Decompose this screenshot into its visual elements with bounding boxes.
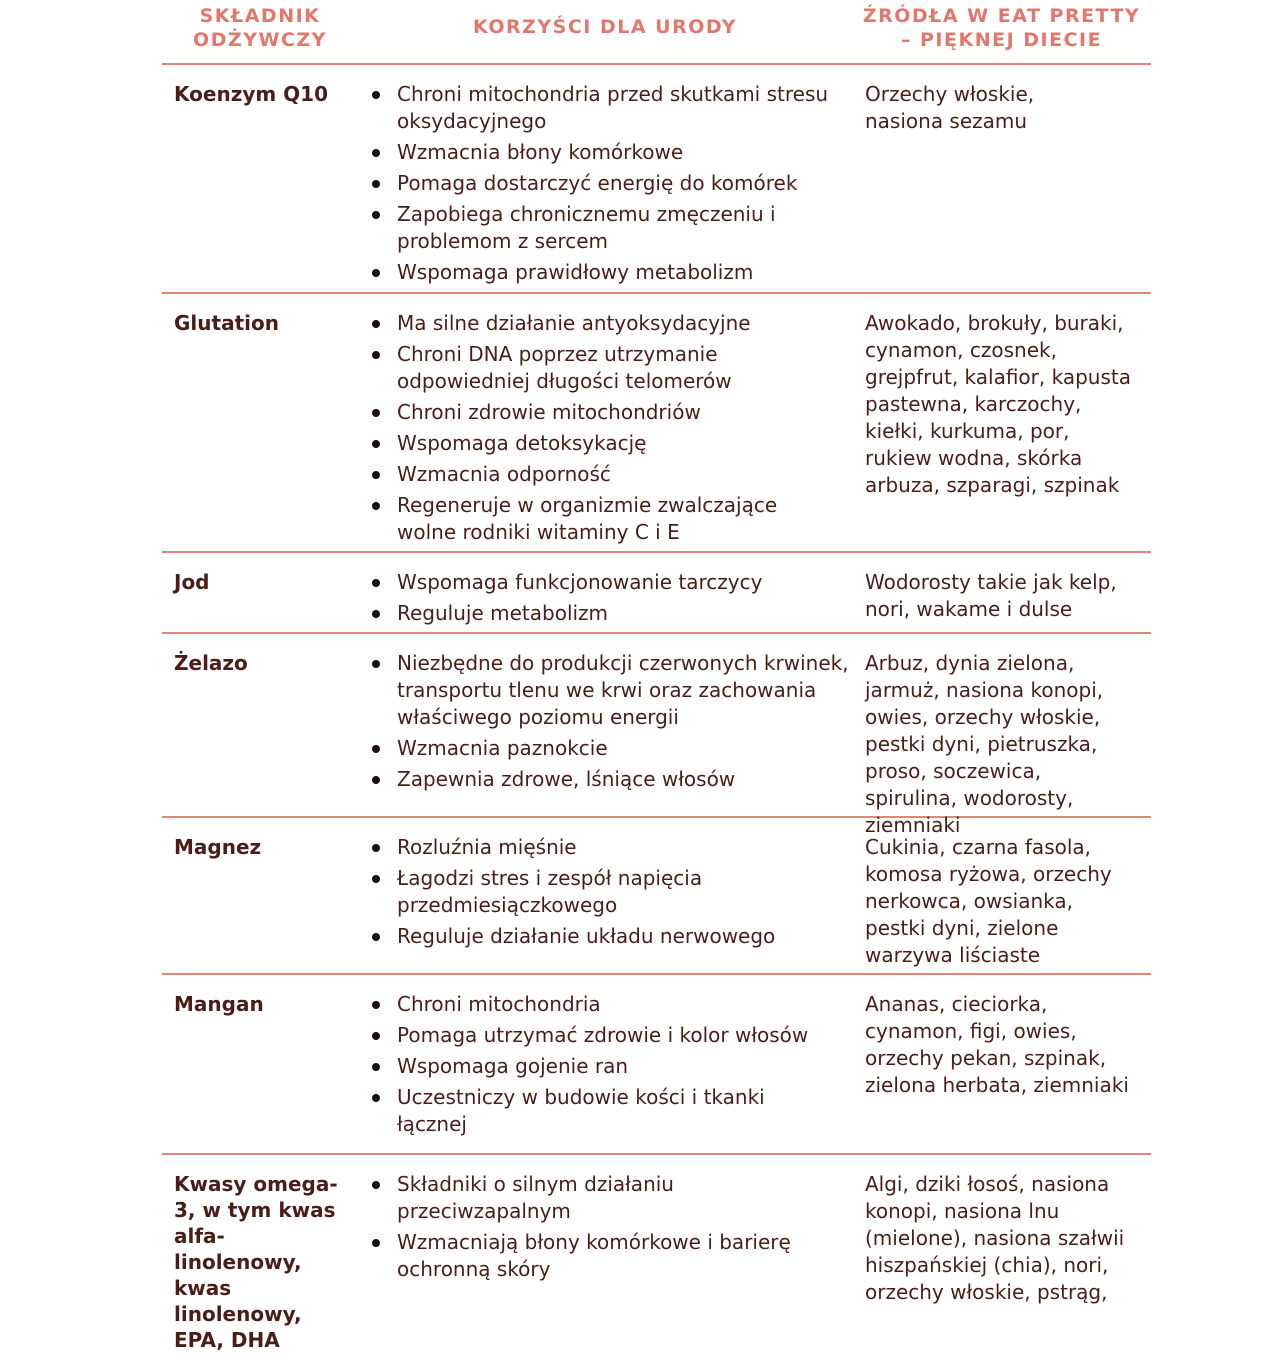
benefit-item: Pomaga dostarczyć energię do komórek	[362, 170, 853, 197]
sources-text: Ananas, cieciorka, cynamon, figi, owies, orzechy pekan, szpinak, zielona herbata, ziemniaki	[865, 992, 1129, 1097]
benefit-item: Rozluźnia mięśnie	[362, 834, 853, 861]
bullet-icon	[372, 409, 380, 417]
table-row	[162, 553, 1151, 634]
benefit-item: Wspomaga prawidłowy metabolizm	[362, 259, 853, 286]
benefit-item: Łagodzi stres i zespół napięcia przedmiesiączkowego	[362, 865, 757, 919]
bullet-icon	[372, 351, 380, 359]
benefit-item: Wzmacniają błony komórkowe i barierę ochronną skóry	[362, 1229, 837, 1283]
bullet-icon	[372, 320, 380, 328]
sources-text: Orzechy włoskie, nasiona sezamu	[865, 82, 1035, 133]
benefit-item: Regeneruje w organizmie zwalczające wolne rodniki witaminy C i E	[362, 492, 827, 546]
benefits-list	[362, 834, 853, 965]
nutrient-name: Mangan	[174, 992, 264, 1016]
sources-text: Wodorosty takie jak kelp, nori, wakame i dulse	[865, 570, 1117, 621]
benefit-item: Zapewnia zdrowe, lśniące włosów	[362, 766, 853, 793]
table-row	[162, 294, 1151, 553]
benefit-item: Niezbędne do produkcji czerwonych krwinek, transportu tlenu we krwi oraz zachowania właściwego poziomu energii	[362, 650, 857, 731]
header-nutrient: SKŁADNIK ODŻYWCZY	[193, 5, 327, 51]
table-header	[162, 0, 1151, 65]
bullet-icon	[372, 610, 380, 618]
benefit-item: Ma silne działanie antyoksydacyjne	[362, 310, 853, 337]
benefits-list	[362, 1171, 853, 1353]
bullet-icon	[372, 502, 380, 510]
benefit-item: Składniki o silnym działaniu przeciwzapalnym	[362, 1171, 727, 1225]
bullet-icon	[372, 1094, 380, 1102]
table-row	[162, 1155, 1151, 1361]
benefit-item: Uczestniczy w budowie kości i tkanki łącznej	[362, 1084, 817, 1138]
benefit-item: Pomaga utrzymać zdrowie i kolor włosów	[362, 1022, 853, 1049]
sources-text: Cukinia, czarna fasola, komosa ryżowa, orzechy nerkowca, owsianka, pestki dyni, zielone warzywa liściaste	[865, 835, 1112, 967]
table-row	[162, 818, 1151, 975]
benefits-list	[362, 310, 853, 543]
benefit-item: Wzmacnia paznokcie	[362, 735, 853, 762]
header-benefits: KORZYŚCI DLA URODY	[472, 16, 738, 38]
benefit-item: Wspomaga funkcjonowanie tarczycy	[362, 569, 853, 596]
table-row	[162, 65, 1151, 294]
bullet-icon	[372, 1001, 380, 1009]
benefit-item: Chroni DNA poprzez utrzymanie odpowiedniej długości telomerów	[362, 341, 797, 395]
benefit-item: Zapobiega chronicznemu zmęczeniu i problemom z sercem	[362, 201, 797, 255]
bullet-icon	[372, 471, 380, 479]
bullet-icon	[372, 1239, 380, 1247]
bullet-icon	[372, 1063, 380, 1071]
benefit-item: Reguluje metabolizm	[362, 600, 853, 627]
bullet-icon	[372, 1032, 380, 1040]
bullet-icon	[372, 933, 380, 941]
nutrient-name: Kwasy omega-3, w tym kwas alfa-linolenowy, kwas linolenowy, EPA, DHA	[174, 1172, 338, 1352]
benefit-item: Chroni zdrowie mitochondriów	[362, 399, 853, 426]
nutrient-name: Magnez	[174, 835, 262, 859]
table-row	[162, 634, 1151, 837]
nutrient-name: Żelazo	[174, 651, 248, 675]
benefit-item: Wzmacnia odporność	[362, 461, 853, 488]
bullet-icon	[372, 745, 380, 753]
bullet-icon	[372, 269, 380, 277]
benefits-list	[362, 569, 853, 624]
sources-text: Arbuz, dynia zielona, jarmuż, nasiona konopi, owies, orzechy włoskie, pestki dyni, pietruszka, proso, soczewica, spirulina, wodorosty, ziemniaki	[865, 651, 1104, 837]
benefits-list	[362, 650, 853, 808]
nutrient-name: Jod	[174, 570, 210, 594]
bullet-icon	[372, 579, 380, 587]
benefit-item: Chroni mitochondria	[362, 991, 853, 1018]
bullet-icon	[372, 776, 380, 784]
nutrient-name: Glutation	[174, 311, 279, 335]
bullet-icon	[372, 149, 380, 157]
bullet-icon	[372, 91, 380, 99]
header-sources: ŹRÓDŁA W EAT PRETTY – PIĘKNEJ DIECIE	[862, 5, 1141, 51]
bullet-icon	[372, 180, 380, 188]
benefit-item: Reguluje działanie układu nerwowego	[362, 923, 853, 950]
nutrient-name: Koenzym Q10	[174, 82, 329, 106]
bullet-icon	[372, 660, 380, 668]
benefits-list	[362, 991, 853, 1145]
benefit-item: Wspomaga detoksykację	[362, 430, 853, 457]
sources-text: Algi, dziki łosoś, nasiona konopi, nasiona lnu (mielone), nasiona szałwii hiszpańskiej (chia), nori, orzechy włoskie, pstrąg,	[865, 1172, 1125, 1304]
bullet-icon	[372, 1181, 380, 1189]
bullet-icon	[372, 440, 380, 448]
table-row	[162, 975, 1151, 1155]
nutrient-table	[162, 0, 1151, 1361]
bullet-icon	[372, 844, 380, 852]
benefit-item: Wzmacnia błony komórkowe	[362, 139, 853, 166]
benefits-list	[362, 81, 853, 284]
bullet-icon	[372, 211, 380, 219]
bullet-icon	[372, 875, 380, 883]
benefit-item: Chroni mitochondria przed skutkami stresu oksydacyjnego	[362, 81, 853, 135]
sources-text: Awokado, brokuły, buraki, cynamon, czosnek, grejpfrut, kalafior, kapusta pastewna, karczochy, kiełki, kurkuma, por, rukiew wodna, skórka arbuza, szparagi, szpinak	[865, 311, 1131, 497]
benefit-item: Wspomaga gojenie ran	[362, 1053, 853, 1080]
